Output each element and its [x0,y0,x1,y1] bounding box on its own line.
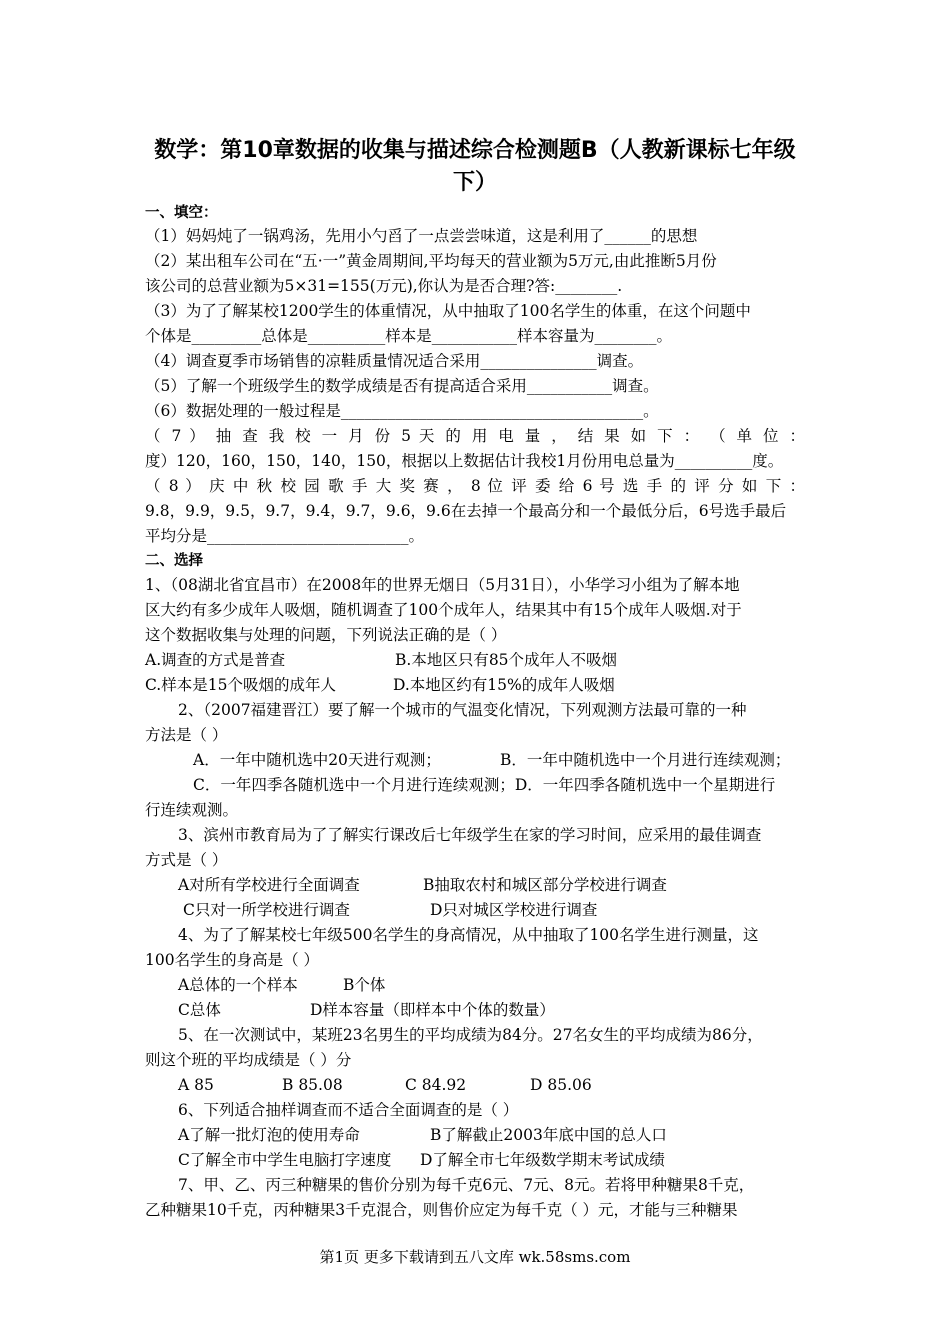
option-c: C了解全市中学生电脑打字速度 [178,1151,392,1169]
option-d: D样本容量（即样本中个体的数量） [310,1001,555,1019]
question-line: 则这个班的平均成绩是（ ）分 [145,1051,352,1069]
question-line: 9.8，9.9，9.5，9.7，9.4，9.7，9.6，9.6在去掉一个最高分和一个最低分后，6号选手最后 [145,502,787,520]
question-line: 1、（08湖北省宜昌市）在2008年的世界无烟日（5月31日），小华学习小组为了解本地 [145,576,740,594]
option-c-d: C．一年四季各随机选中一个月进行连续观测；D．一年四季各随机选中一个星期进行 [193,776,776,794]
question-line: 这个数据收集与处理的问题，下列说法正确的是（ ） [145,626,507,644]
option-a: A．一年中随机选中20天进行观测； [193,751,441,769]
option-b: B个体 [343,976,386,994]
option-d: D 85.06 [530,1076,592,1094]
section-heading-fill-in: 一、填空： [145,205,218,221]
option-c: C 84.92 [405,1076,467,1094]
option-c: C只对一所学校进行调查 [183,901,350,919]
option-b: B．一年中随机选中一个月进行连续观测； [500,751,791,769]
option-b: B 85.08 [282,1076,343,1094]
question-line: 6、下列适合抽样调查而不适合全面调查的是（ ） [178,1101,519,1119]
option-a: A对所有学校进行全面调查 [178,876,360,894]
question-line: （4）调查夏季市场销售的凉鞋质量情况适合采用_______________调查。 [145,352,644,370]
question-line: 4、为了了解某校七年级500名学生的身高情况，从中抽取了100名学生进行测量，这 [178,926,759,944]
option-a: A了解一批灯泡的使用寿命 [178,1126,360,1144]
question-line: 平均分是__________________________。 [145,527,425,545]
question-line: （1）妈妈炖了一锅鸡汤，先用小勺舀了一点尝尝味道，这是利用了______的思想 [145,227,698,245]
question-line: 该公司的总营业额为5×31=155(万元),你认为是否合理?答:________. [145,277,623,295]
question-line: 5、在一次测试中，某班23名男生的平均成绩为84分。27名女生的平均成绩为86分， [178,1026,763,1044]
option-d: D.本地区约有15%的成年人吸烟 [393,676,615,694]
option-b: B抽取农村和城区部分学校进行调查 [423,876,667,894]
question-line: 度）120，160，150，140，150，根据以上数据估计我校1月份用电总量为__________度。 [145,452,784,470]
page-footer: 第1页 更多下载请到五八文库 wk.58sms.com [319,1248,631,1266]
question-line: 个体是_________总体是__________样本是___________样本容量为________。 [145,327,673,345]
option-b: B了解截止2003年底中国的总人口 [430,1126,667,1144]
section-heading-choice: 二、选择 [145,553,203,569]
question-line: 区大约有多少成年人吸烟，随机调查了100个成年人，结果其中有15个成年人吸烟.对于 [145,601,742,619]
question-line: 乙种糖果10千克，丙种糖果3千克混合，则售价应定为每千克（ ）元，才能与三种糖果 [145,1201,738,1219]
option-d: D只对城区学校进行调查 [430,901,598,919]
page-title: 数学：第10章数据的收集与描述综合检测题B（人教新课标七年级下） [154,138,796,195]
option-d: D了解全市七年级数学期末考试成绩 [420,1151,665,1169]
option-b: B.本地区只有85个成年人不吸烟 [395,651,618,669]
option-a: A 85 [178,1076,214,1094]
option-c: C总体 [178,1001,221,1019]
question-line: （ 8 ） 庆 中 秋 校 园 歌 手 大 奖 赛 ， 8 位 评 委 给 6 号 选 手 的 评 分 如 下 ： [145,477,805,495]
question-line: （3）为了了解某校1200学生的体重情况，从中抽取了100名学生的体重，在这个问题中 [145,302,751,320]
question-line: 方式是（ ） [145,851,228,869]
option-a: A总体的一个样本 [178,976,298,994]
question-line: （6）数据处理的一般过程是_______________________________________。 [145,402,659,420]
option-c: C.样本是15个吸烟的成年人 [145,676,336,694]
question-line: 100名学生的身高是（ ） [145,951,320,969]
question-line: 方法是（ ） [145,726,228,744]
question-line: 3、滨州市教育局为了了解实行课改后七年级学生在家的学习时间，应采用的最佳调查 [178,826,762,844]
question-line: 7、甲、乙、丙三种糖果的售价分别为每千克6元、7元、8元。若将甲种糖果8千克， [178,1176,755,1194]
option-continuation: 行连续观测。 [145,801,239,819]
question-line: （2）某出租车公司在“五·一”黄金周期间,平均每天的营业额为5万元,由此推断5月份 [145,252,717,270]
option-a: A.调查的方式是普查 [145,651,286,669]
question-line: （5）了解一个班级学生的数学成绩是否有提高适合采用___________调查。 [145,377,659,395]
question-line: （ 7 ） 抽 查 我 校 一 月 份 5 天 的 用 电 量 ， 结 果 如 下 ： （ 单 位 ： [145,427,805,445]
question-line: 2、（2007福建晋江）要了解一个城市的气温变化情况，下列观测方法最可靠的一种 [178,701,747,719]
